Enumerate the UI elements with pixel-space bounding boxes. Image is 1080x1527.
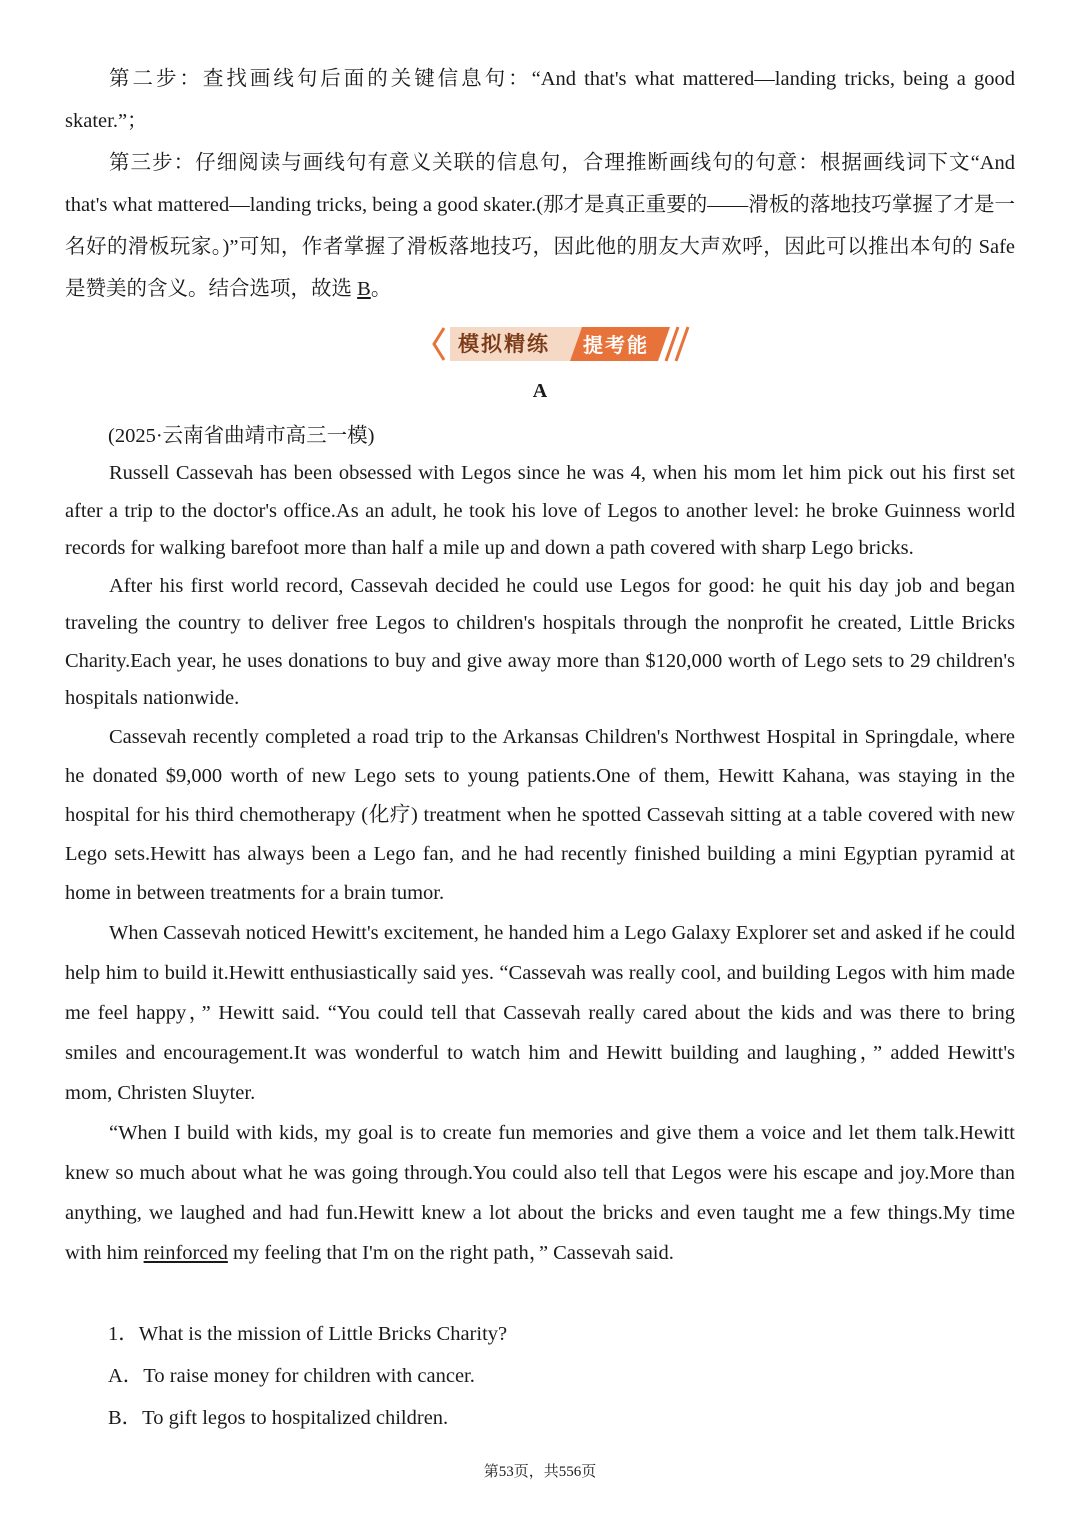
banner-left-label: 模拟精练 [458, 332, 550, 356]
step-three [65, 142, 1015, 310]
underlined-word: reinforced [143, 1241, 228, 1264]
answer-letter: B [357, 278, 371, 300]
paragraph-5 [65, 1113, 1015, 1273]
paragraph-5-end: my feeling that I'm on the right path，” Cassevah said. [227, 1241, 674, 1264]
section-banner [432, 324, 692, 364]
step-three-end: 。 [370, 278, 392, 300]
banner-right-label: 提考能 [583, 333, 649, 357]
paragraph-4: When Cassevah noticed Hewitt's excitement, he handed him a Lego Galaxy Explorer set and asked if he could help him to build it.Hewitt enthusiastically said yes. “Cassevah was really cool, and building Legos with him made me feel happy，” Hewitt said. “You could tell that Cassevah really cared about the kids and was there to bring smiles and encouragement.It was wonderful to watch him and Hewitt building and laughing，” added Hewitt's mom, Christen Sluyter. [65, 921, 1015, 1104]
page-footer: 第53页，共556页 [483, 1464, 597, 1480]
answer-explanation [65, 58, 1015, 310]
section-letter: A [532, 380, 548, 402]
step-three-text: 第三步：仔细阅读与画线句有意义关联的信息句，合理推断画线句的句意：根据画线词下文“And that's what mattered—landing tricks, being a good skater.(那才是真正重要的——滑板的落地技巧掌握了才是一名好的滑板玩家。)”可知，作者掌握了滑板落地技巧，因此他的朋友大声欢呼，因此可以推出本句的 Safe 是赞美的含义。结合选项，故选 [65, 152, 1015, 300]
option-a: A．To raise money for children with cancer. [108, 1365, 475, 1387]
question-stem: 1．What is the mission of Little Bricks Charity? [108, 1323, 508, 1345]
paragraph-5-text: “When I build with kids, my goal is to create fun memories and give them a voice and let them talk.Hewitt knew so much about what he was going through.You could also tell that Legos were his escape and joy.More than anything, we laughed and had fun.Hewitt knew a lot about the bricks and even taught me a few things.My time with him [65, 1121, 1015, 1264]
paragraph-2: After his first world record, Cassevah decided he could use Legos for good: he quit his day job and began traveling the country to deliver free Legos to children's hospitals through the nonprofit he created, Little Bricks Charity.Each year, he uses donations to buy and give away more than $120,000 worth of Lego sets to 29 children's hospitals nationwide. [65, 574, 1015, 709]
paragraph-1: Russell Cassevah has been obsessed with Legos since he was 4, when his mom let him pick out his first set after a trip to the doctor's office.As an adult, he took his love of Legos to another level: he broke Guinness world records for walking barefoot more than half a mile up and down a path covered with sharp Lego bricks. [65, 462, 1015, 559]
step-two: 第二步：查找画线句后面的关键信息句：“And that's what mattered—landing tricks, being a good skater.”； [65, 68, 1015, 132]
passage [65, 455, 1015, 1273]
paragraph-3: Cassevah recently completed a road trip to the Arkansas Children's Northwest Hospital in Springdale, where he donated $9,000 worth of new Lego sets to young patients.One of them, Hewitt Kahana, was staying in the hospital for his third chemotherapy (化疗) treatment when he spotted Cassevah sitting at a table covered with new Lego sets.Hewitt has always been a Lego fan, and he had recently finished building a mini Egyptian pyramid at home in between treatments for a brain tumor. [65, 725, 1015, 904]
option-b: B．To gift legos to hospitalized children. [108, 1407, 449, 1429]
passage-source: (2025·云南省曲靖市高三一模) [108, 425, 375, 447]
